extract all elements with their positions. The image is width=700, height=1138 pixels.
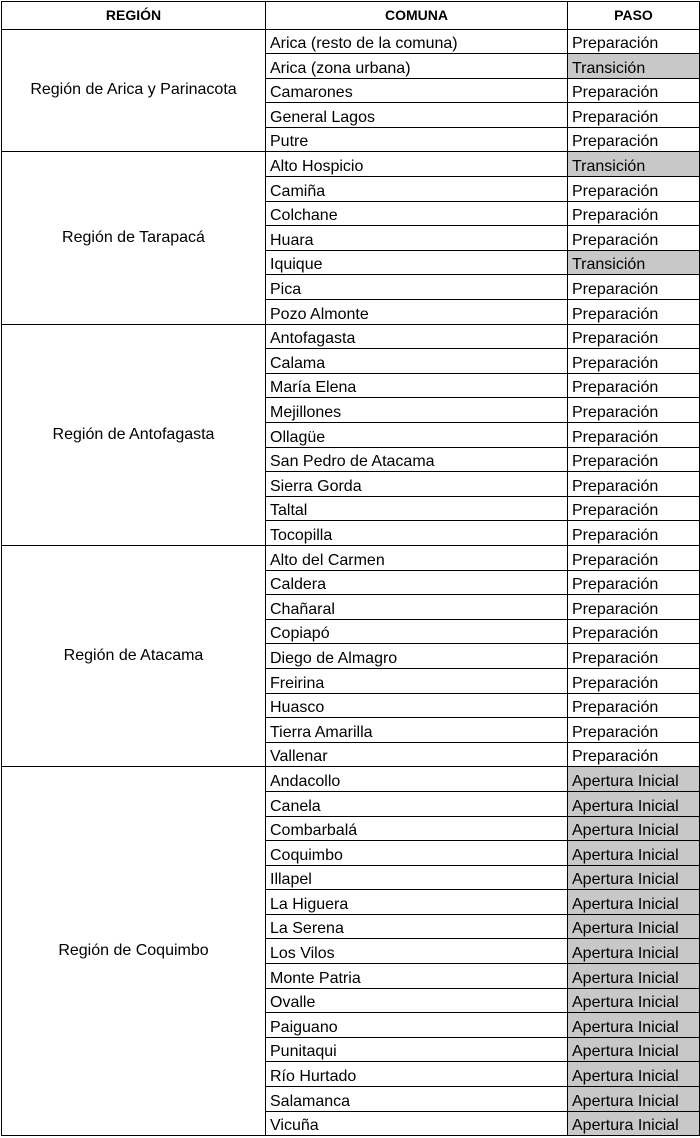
comuna-cell: Monte Patria [266,964,568,989]
comuna-cell: Chañaral [266,595,568,620]
paso-cell: Apertura Inicial [568,1087,700,1112]
comuna-cell: Colchane [266,201,568,226]
comuna-cell: Canela [266,791,568,816]
paso-cell: Preparación [568,570,700,595]
comuna-cell: Caldera [266,570,568,595]
comuna-cell: Arica (zona urbana) [266,54,568,79]
comuna-cell: La Serena [266,914,568,939]
paso-cell: Apertura Inicial [568,1111,700,1136]
paso-cell: Preparación [568,545,700,570]
comuna-cell: Tocopilla [266,521,568,546]
paso-cell: Preparación [568,78,700,103]
comuna-cell: Paiguano [266,1013,568,1038]
paso-cell: Preparación [568,693,700,718]
comuna-cell: Iquique [266,250,568,275]
paso-cell: Preparación [568,496,700,521]
comuna-cell: Camarones [266,78,568,103]
comuna-cell: Alto Hospicio [266,152,568,177]
paso-cell: Preparación [568,201,700,226]
comuna-cell: Vicuña [266,1111,568,1136]
paso-cell: Apertura Inicial [568,939,700,964]
header-row [2,2,700,30]
paso-cell: Preparación [568,619,700,644]
table-header [2,2,700,30]
table-row [2,324,700,349]
comuna-cell: Huara [266,226,568,251]
comuna-cell: Ovalle [266,988,568,1013]
table-row [2,767,700,792]
comuna-cell: Taltal [266,496,568,521]
paso-cell: Preparación [568,349,700,374]
paso-cell: Apertura Inicial [568,890,700,915]
paso-cell: Preparación [568,127,700,152]
paso-cell: Transición [568,152,700,177]
comuna-cell: Coquimbo [266,841,568,866]
paso-cell: Preparación [568,423,700,448]
comuna-cell: Alto del Carmen [266,545,568,570]
paso-cell: Apertura Inicial [568,964,700,989]
header-region: REGIÓN [2,2,266,30]
table-body [2,29,700,1136]
paso-cell: Preparación [568,300,700,325]
paso-cell: Preparación [568,324,700,349]
paso-cell: Preparación [568,447,700,472]
comuna-cell: Calama [266,349,568,374]
paso-cell: Preparación [568,472,700,497]
paso-cell: Apertura Inicial [568,914,700,939]
paso-cell: Apertura Inicial [568,816,700,841]
comuna-cell: Diego de Almagro [266,644,568,669]
table-row [2,29,700,54]
comunas-table [1,1,700,1136]
comuna-cell: Ollagüe [266,423,568,448]
paso-cell: Preparación [568,521,700,546]
comuna-cell: Andacollo [266,767,568,792]
region-cell: Región de Atacama [2,545,266,766]
comuna-cell: Antofagasta [266,324,568,349]
paso-cell: Apertura Inicial [568,1037,700,1062]
comuna-cell: Salamanca [266,1087,568,1112]
paso-cell: Apertura Inicial [568,988,700,1013]
region-cell: Región de Coquimbo [2,767,266,1136]
paso-cell: Apertura Inicial [568,791,700,816]
region-cell: Región de Tarapacá [2,152,266,324]
comuna-cell: Pica [266,275,568,300]
comuna-cell: La Higuera [266,890,568,915]
paso-cell: Apertura Inicial [568,1013,700,1038]
paso-cell: Preparación [568,226,700,251]
comuna-cell: Putre [266,127,568,152]
comuna-cell: Tierra Amarilla [266,718,568,743]
comuna-cell: Arica (resto de la comuna) [266,29,568,54]
comuna-cell: Combarbalá [266,816,568,841]
paso-cell: Apertura Inicial [568,865,700,890]
region-cell: Región de Arica y Parinacota [2,29,266,152]
paso-cell: Preparación [568,103,700,128]
paso-cell: Preparación [568,668,700,693]
header-paso: PASO [568,2,700,30]
paso-cell: Preparación [568,644,700,669]
comuna-cell: Sierra Gorda [266,472,568,497]
comuna-cell: San Pedro de Atacama [266,447,568,472]
comuna-cell: Punitaqui [266,1037,568,1062]
region-cell: Región de Antofagasta [2,324,266,545]
comuna-cell: Freirina [266,668,568,693]
comuna-cell: General Lagos [266,103,568,128]
paso-cell: Preparación [568,398,700,423]
paso-cell: Apertura Inicial [568,841,700,866]
header-comuna: COMUNA [266,2,568,30]
comuna-cell: María Elena [266,373,568,398]
comuna-cell: Copiapó [266,619,568,644]
comuna-cell: Illapel [266,865,568,890]
paso-cell: Preparación [568,718,700,743]
paso-cell: Apertura Inicial [568,767,700,792]
comuna-cell: Los Vilos [266,939,568,964]
comuna-cell: Vallenar [266,742,568,767]
paso-cell: Preparación [568,373,700,398]
paso-cell: Preparación [568,275,700,300]
paso-cell: Preparación [568,29,700,54]
table-row [2,152,700,177]
paso-cell: Transición [568,54,700,79]
comuna-cell: Mejillones [266,398,568,423]
comuna-cell: Huasco [266,693,568,718]
paso-cell: Transición [568,250,700,275]
paso-cell: Apertura Inicial [568,1062,700,1087]
paso-cell: Preparación [568,742,700,767]
comuna-cell: Río Hurtado [266,1062,568,1087]
paso-cell: Preparación [568,177,700,202]
paso-cell: Preparación [568,595,700,620]
table-row [2,545,700,570]
comuna-cell: Pozo Almonte [266,300,568,325]
comuna-cell: Camiña [266,177,568,202]
